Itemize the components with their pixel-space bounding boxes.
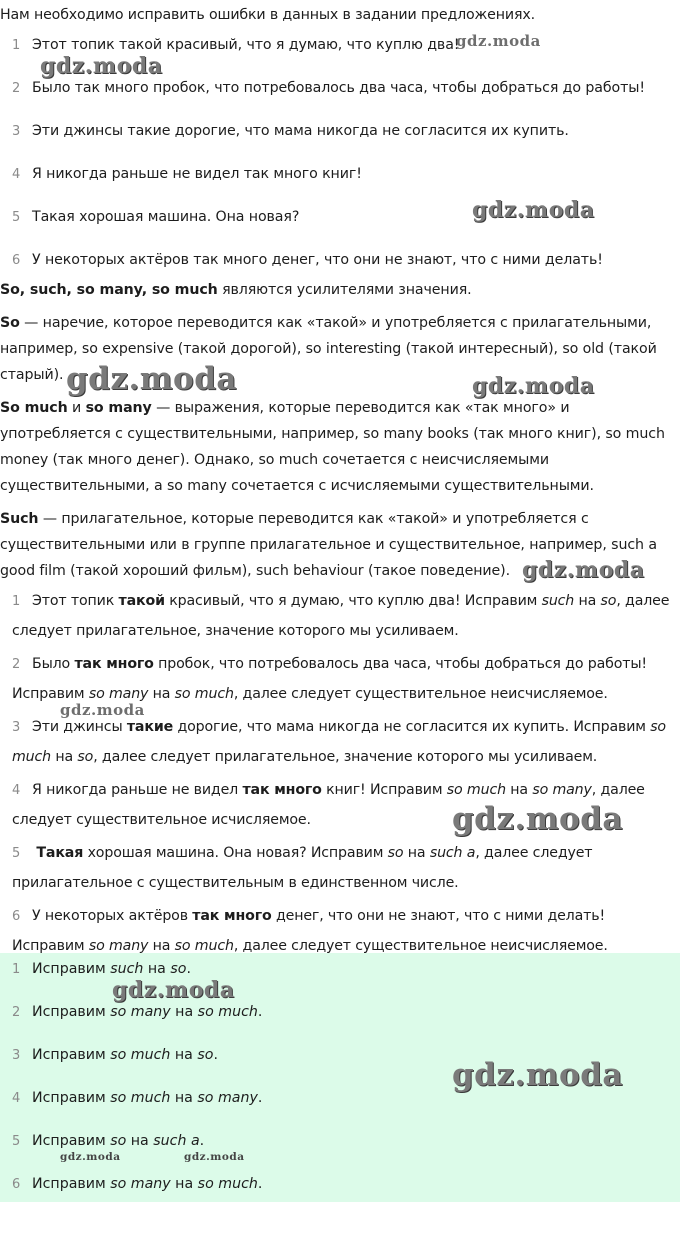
from-word: so many: [88, 685, 149, 702]
sentence-text: Было так много пробок, что потребовалось два часа, чтобы добраться до работы!: [32, 80, 645, 96]
answer-text: .: [186, 961, 191, 977]
watermark: gdz.moda: [456, 32, 541, 50]
sentence-item: [12, 123, 569, 139]
theory-text: являются усилителями значения.: [217, 282, 472, 298]
explanation-item: [12, 587, 676, 645]
explanation-text: , далее следует существительное неисчисляемое.: [233, 685, 608, 702]
answer-text: .: [257, 1004, 263, 1020]
item-number: 5: [12, 210, 21, 225]
answer-item: [12, 1090, 262, 1106]
explanation-text: книг! Исправим: [321, 782, 447, 798]
sentence-text: Такая хорошая машина. Она новая?: [32, 209, 300, 225]
from-word: so: [110, 1133, 127, 1149]
answer-text: на: [170, 1004, 198, 1020]
item-number: 2: [12, 657, 21, 672]
item-number: 5: [12, 1134, 21, 1149]
sentence-text: Этот топик такой красивый, что я думаю, что куплю два!: [32, 37, 460, 53]
answer-item: [12, 1176, 262, 1192]
watermark: gdz.moda: [522, 557, 645, 583]
answer-text: .: [257, 1090, 263, 1106]
term-bold: So much: [0, 400, 68, 416]
watermark: gdz.moda: [452, 801, 623, 837]
item-number: 1: [12, 962, 21, 977]
explanation-text: на: [403, 845, 430, 861]
to-word: so much: [197, 1004, 258, 1020]
explanation-text: на: [148, 937, 175, 954]
explanation-text: Я никогда раньше не видел: [32, 782, 243, 798]
to-word: so: [77, 748, 94, 765]
explanation-text: , далее следует прилагательное, значение которого мы усиливаем.: [12, 593, 670, 639]
explanation-text: Эти джинсы: [32, 719, 127, 735]
theory-so-much-many: [0, 395, 678, 499]
to-word: so: [600, 593, 617, 609]
explanation-text: на: [51, 748, 78, 765]
answer-text: .: [257, 1176, 263, 1192]
watermark: gdz.moda: [184, 1151, 245, 1163]
item-number: 2: [12, 1005, 21, 1020]
explanation-text: хорошая машина. Она новая? Исправим: [83, 845, 388, 861]
to-word: so much: [174, 685, 234, 702]
from-word: so much: [110, 1090, 171, 1106]
from-word: so many: [88, 937, 149, 954]
answer-text: Исправим: [32, 1004, 111, 1020]
explanation-text: дорогие, что мама никогда не согласится их купить. Исправим: [173, 719, 651, 735]
answer-text: Исправим: [32, 1047, 111, 1063]
highlight-word: так много: [192, 908, 272, 924]
from-word: so much: [446, 782, 506, 798]
answer-item: [12, 1133, 204, 1149]
answer-item: [12, 1004, 262, 1020]
watermark: gdz.moda: [60, 1151, 121, 1163]
sentence-text: Я никогда раньше не видел так много книг!: [32, 166, 362, 182]
sentence-item: [12, 252, 603, 268]
theory-text: — выражения, которые переводится как «так много» и употребляется с существительными, например, so many books (так много книг), so much money (так много денег). Однако, so much сочетается с неисчисляемыми существительными, а so many сочетается с исчисляемыми существительными.: [0, 400, 665, 494]
explanation-text: на: [148, 685, 175, 702]
theory-text: — прилагательное, которые переводится как «такой» и употребляется с существительными или в группе прилагательное и существительное, например, such a good film (такой хороший фильм), such behaviour (такое поведение).: [0, 511, 657, 579]
explanation-text: денег, что они не знают, что с ними делать! Исправим: [12, 908, 606, 954]
item-number: 1: [12, 594, 21, 609]
explanation-text: , далее следует существительное неисчисляемое.: [233, 937, 608, 954]
watermark: gdz.moda: [40, 53, 163, 79]
sentence-text: Эти джинсы такие дорогие, что мама никогда не согласится их купить.: [32, 123, 569, 139]
watermark: gdz.moda: [472, 373, 595, 399]
item-number: 6: [12, 253, 21, 268]
answer-text: Исправим: [32, 1176, 111, 1192]
to-word: so much: [197, 1176, 258, 1192]
watermark: gdz.moda: [112, 977, 235, 1003]
from-word: so many: [110, 1004, 171, 1020]
explanation-text: Было: [32, 656, 75, 672]
explanation-text: , далее следует прилагательное с существительным в единственном числе.: [12, 845, 593, 891]
answer-text: на: [170, 1047, 198, 1063]
sentence-text: У некоторых актёров так много денег, что они не знают, что с ними делать!: [32, 252, 603, 268]
item-number: 1: [12, 38, 21, 53]
answer-text: Исправим: [32, 961, 111, 977]
to-word: so: [197, 1047, 214, 1063]
highlight-word: Такая: [36, 845, 84, 861]
to-word: so much: [174, 937, 234, 954]
answer-text: на: [143, 961, 171, 977]
sentence-item: [12, 209, 299, 225]
answer-text: Исправим: [32, 1133, 111, 1149]
from-word: so much: [12, 719, 666, 765]
explanation-text: на: [505, 782, 533, 798]
watermark: gdz.moda: [66, 361, 237, 397]
explanation-text: У некоторых актёров: [32, 908, 193, 924]
term-bold: so many: [85, 400, 152, 416]
to-word: so many: [197, 1090, 258, 1106]
explanation-item: [12, 650, 676, 708]
answer-item: [12, 961, 191, 977]
item-number: 6: [12, 1177, 21, 1192]
sentence-item: [12, 166, 362, 182]
explanation-text: , далее следует существительное исчисляемое.: [12, 782, 645, 828]
item-number: 4: [12, 167, 21, 182]
item-number: 6: [12, 909, 21, 924]
item-number: 3: [12, 720, 21, 735]
to-word: so: [170, 961, 187, 977]
intro-text: Нам необходимо исправить ошибки в данных в задании предложениях.: [0, 7, 535, 23]
from-word: so: [387, 845, 404, 861]
answer-text: Исправим: [32, 1090, 111, 1106]
highlight-word: так много: [74, 656, 154, 672]
item-number: 2: [12, 81, 21, 96]
term-bold: Such: [0, 511, 39, 527]
watermark: gdz.moda: [60, 701, 145, 719]
item-number: 3: [12, 1048, 21, 1063]
theory-text: — наречие, которое переводится как «такой» и употребляется с прилагательными, например, so expensive (такой дорогой), so interesting (такой интересный), so old (такой старый).: [0, 315, 657, 383]
from-word: such: [110, 961, 144, 977]
explanation-item: [12, 902, 676, 960]
to-word: so many: [532, 782, 592, 798]
highlight-word: такой: [118, 593, 165, 609]
sentence-item: [12, 37, 459, 53]
answer-text: .: [199, 1133, 205, 1149]
answer-text: на: [170, 1176, 198, 1192]
explanation-text: красивый, что я думаю, что куплю два! Исправим: [164, 593, 542, 609]
highlight-word: так много: [242, 782, 322, 798]
from-word: such: [541, 593, 575, 609]
answer-text: .: [213, 1047, 218, 1063]
theory-text: и: [67, 400, 86, 416]
item-number: 3: [12, 124, 21, 139]
highlight-word: такие: [126, 719, 174, 735]
explanation-item: [12, 713, 676, 771]
theory-intensifiers: [0, 277, 678, 303]
to-word: such a: [153, 1133, 200, 1149]
watermark: gdz.moda: [472, 197, 595, 223]
term-bold: So: [0, 315, 20, 331]
answer-item: [12, 1047, 218, 1063]
answer-text: на: [126, 1133, 154, 1149]
explanation-item: [12, 839, 676, 897]
watermark: gdz.moda: [452, 1057, 623, 1093]
sentence-item: [12, 80, 645, 96]
explanation-text: пробок, что потребовалось два часа, чтобы добраться до работы! Исправим: [12, 656, 647, 702]
from-word: so much: [110, 1047, 171, 1063]
item-number: 5: [12, 846, 21, 861]
item-number: 4: [12, 783, 21, 798]
to-word: such a: [429, 845, 476, 861]
explanation-text: на: [574, 593, 601, 609]
answer-text: на: [170, 1090, 198, 1106]
term-bold: So, such, so many, so much: [0, 282, 218, 298]
item-number: 4: [12, 1091, 21, 1106]
from-word: so many: [110, 1176, 171, 1192]
explanation-text: , далее следует прилагательное, значение которого мы усиливаем.: [93, 748, 598, 765]
explanation-text: Этот топик: [32, 593, 119, 609]
